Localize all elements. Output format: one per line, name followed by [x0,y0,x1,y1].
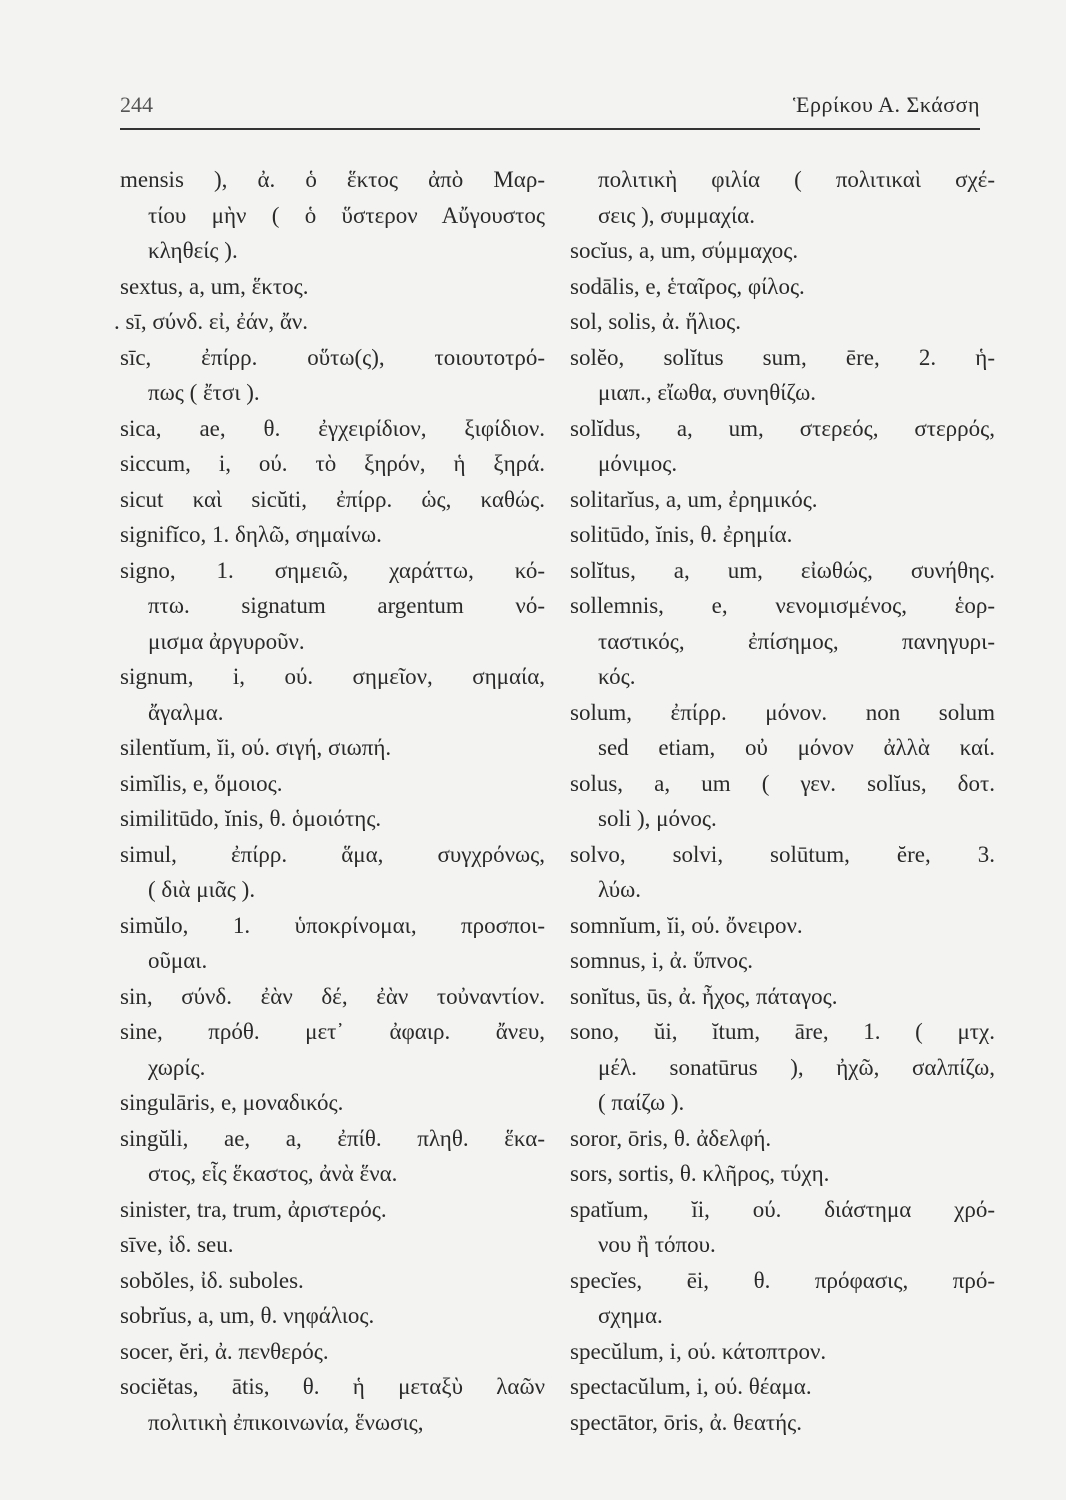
entry-line: solum, ἐπίρρ. μόνον. non solum [570,699,995,725]
entry-line: πως ( ἔτσι ). [148,380,260,405]
entry-line: νου ἢ τόπου. [598,1232,716,1257]
entry-line: sobŏles, ἰδ. suboles. [120,1267,304,1293]
entry-line: sono, ŭi, ĭtum, āre, 1. ( μτχ. [570,1019,995,1044]
entry-line: solĭtus, a, um, εἰωθώς, συνήθης. [570,557,995,583]
entry-line: signifĭco, 1. δηλῶ, σημαίνω. [120,522,382,547]
entry-line: μόνιμος. [598,451,678,476]
running-head: Ἑρρίκου Α. Σκάσση [793,92,980,117]
entry-line: χωρίς. [148,1054,206,1080]
left-column [114,162,545,1440]
entry-line: socĭus, a, um, σύμμαχος. [570,238,799,263]
entry-line: singŭli, ae, a, ἐπίθ. πληθ. ἕκα- [120,1125,545,1151]
entry-line: spectacŭlum, i, ού. θέαμα. [570,1374,812,1399]
entry-line: spectātor, ōris, ἀ. θεατής. [570,1409,802,1435]
entry-line: sonĭtus, ūs, ἀ. ἦχος, πάταγος. [570,983,838,1009]
entry-line: κληθείς ). [148,238,238,263]
entry-line: λύω. [598,877,642,902]
entry-line: somnus, i, ἀ. ὕπνος. [570,948,753,973]
entry-line: sobrĭus, a, um, θ. νηφάλιος. [120,1303,375,1328]
header-rule [120,128,980,130]
entry-line: signo, 1. σημειῶ, χαράττω, κό- [120,557,545,583]
entry-line: sors, sortis, θ. κλῆρος, τύχη. [570,1161,830,1186]
entry-line: spatĭum, ĭi, ού. διάστημα χρό- [570,1196,995,1222]
entry-line: signum, i, ού. σημεῖον, σημαία, [120,664,545,689]
entry-line: solitūdo, ĭnis, θ. ἐρημία. [570,522,793,547]
entry-line: solvo, solvi, solūtum, ĕre, 3. [570,841,995,867]
entry-line: silentĭum, ĭi, ού. σιγή, σιωπή. [120,735,392,760]
page-number: 244 [120,92,153,117]
entry-line: sol, solis, ἀ. ἥλιος. [570,309,742,334]
entry-line: soli ), μόνος. [598,806,717,831]
entry-line: specĭes, ēi, θ. πρόφασις, πρό- [570,1267,995,1293]
entry-line: μέλ. sonatūrus ), ἠχῶ, σαλπίζω, [598,1054,995,1080]
entry-line: sīc, ἐπίρρ. οὕτω(ς), τοιουτοτρό- [120,344,545,370]
entry-line: sed etiam, οὐ μόνον ἀλλὰ καί. [598,735,995,760]
entry-line: simĭlis, e, ὅμοιος. [120,770,283,796]
entry-line: sīve, ἰδ. seu. [120,1232,234,1257]
entry-line: simul, ἐπίρρ. ἅμα, συγχρόνως, [120,841,545,867]
entry-line: simŭlo, 1. ὑποκρίνομαι, προσποι- [120,912,545,938]
entry-line: σεις ), συμμαχία. [598,202,755,228]
entry-line: soror, ōris, θ. ἀδελφή. [570,1125,772,1151]
entry-line: mensis ), ἀ. ὁ ἕκτος ἀπὸ Μαρ- [120,167,545,192]
entry-line: solus, a, um ( γεν. solĭus, δοτ. [570,770,995,796]
entry-line: ( διὰ μιᾶς ). [148,877,256,902]
entry-line: κός. [598,664,636,689]
entry-line: σχημα. [598,1303,663,1328]
entry-line: somnĭum, ĭi, ού. ὄνειρον. [570,912,803,938]
entry-line: solitarĭus, a, um, ἐρημικός. [570,486,818,512]
entry-line: ταστικός, ἐπίσημος, πανηγυρι- [598,628,995,654]
entry-line: . sī, σύνδ. εἰ, ἐάν, ἄν. [114,309,309,334]
entry-line: similitūdo, ĭnis, θ. ὁμοιότης. [120,806,382,831]
entry-line: οῦμαι. [148,948,208,973]
entry-line: sodālis, e, ἑταῖρος, φίλος. [570,273,805,299]
entry-line: socer, ĕri, ἀ. πενθερός. [120,1338,329,1364]
right-column [570,162,995,1440]
entry-line: πολιτικὴ φιλία ( πολιτικαὶ σχέ- [598,167,995,192]
entry-line: στος, εἷς ἕκαστος, ἀνὰ ἕνα. [148,1161,398,1186]
entry-line: ( παίζω ). [598,1090,685,1115]
entry-line: solĕo, solĭtus sum, ēre, 2. ἡ- [570,344,995,370]
entry-line: πτω. signatum argentum νό- [148,593,545,618]
entry-line: sica, ae, θ. ἐγχειρίδιον, ξιφίδιον. [120,415,545,441]
entry-line: sin, σύνδ. ἐὰν δέ, ἐὰν τοὐναντίον. [120,983,545,1009]
entry-line: singulāris, e, μοναδικός. [120,1090,344,1115]
page-header [120,92,980,124]
entry-line: sine, πρόθ. μετ᾽ ἀφαιρ. ἄνευ, [120,1019,545,1044]
entry-line: ἄγαλμα. [148,699,224,725]
entry-line: πολιτικὴ ἐπικοινωνία, ἕνωσις, [148,1409,424,1435]
entry-line: sextus, a, um, ἕκτος. [120,273,309,299]
entry-line: τίου μὴν ( ὁ ὕστερον Αὔγουστος [148,202,545,228]
entry-line: μισμα ἀργυροῦν. [148,628,305,654]
entry-line: sollemnis, e, νενομισμένος, ἑορ- [570,593,995,618]
entry-line: specŭlum, i, ού. κάτοπτρον. [570,1338,827,1364]
entry-line: siccum, i, ού. τὸ ξηρόν, ἡ ξηρά. [120,451,545,476]
entry-line: sicut καὶ sicŭti, ἐπίρρ. ὡς, καθώς. [120,486,545,512]
entry-line: solĭdus, a, um, στερεός, στερρός, [570,415,995,441]
entry-line: μιαπ., εἴωθα, συνηθίζω. [598,380,816,405]
entry-line: sociĕtas, ātis, θ. ἡ μεταξὺ λαῶν [120,1374,545,1399]
entry-line: sinister, tra, trum, ἀριστερός. [120,1196,387,1222]
